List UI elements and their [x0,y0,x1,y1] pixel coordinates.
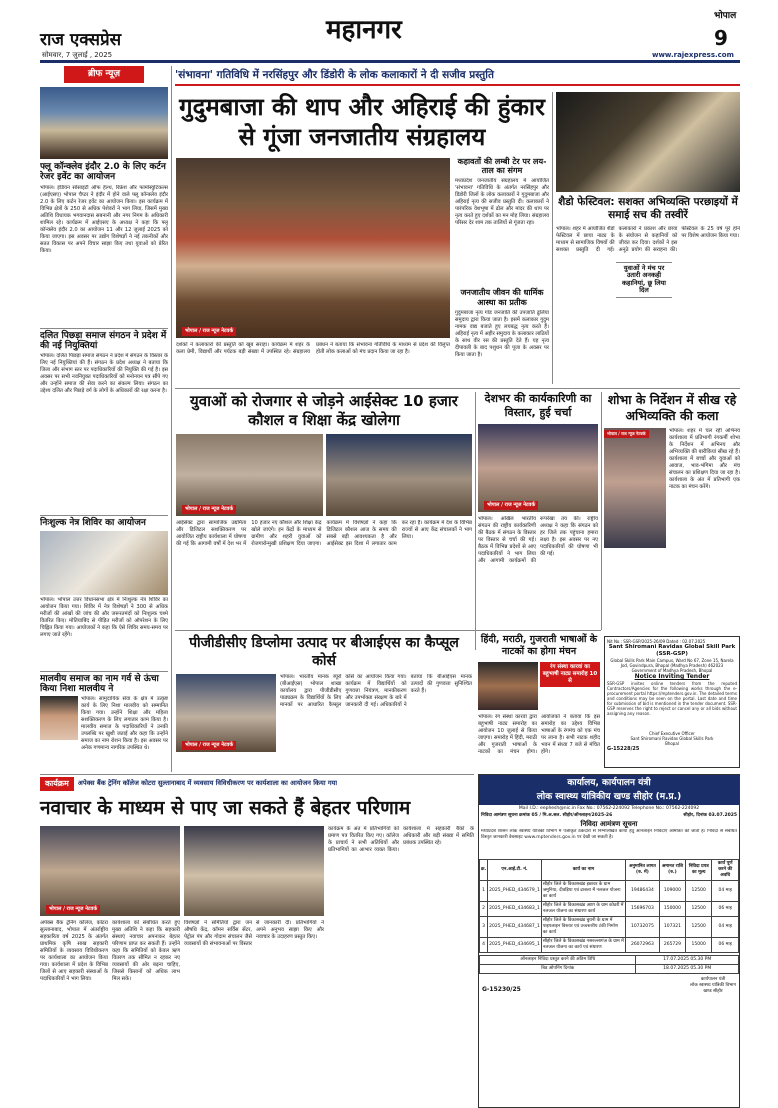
pgdca-body: भोपाल। भारतीय मानक ब्यूरो (बीआईएस) भोपाल शाखा कार्यालय द्वारा पीजीडीसीए पाठ्यक्रम के विद्यार्थियों के लिए मानकों पर आधारित कैप्सूल कोर्स का आयोजन किया गया। कार्यक्रम में विद्यार्थियों को गुणवत्ता नियंत्रण, मानकीकरण और उपभोक्ता संरक्षण के बारे में जानकारी दी गई। अधिकारियों ने बताया कि बीआईएस मानक उत्पादों की गुणवत्ता सुनिश्चित करते हैं। [280,674,472,708]
shobha-credit: भोपाल / राज न्यूज नेटवर्क [604,430,649,438]
tender2-ref: निविदा आमंत्रण सूचना क्रमांक 05 / मि.अ.सल. सीहोर/ऑनलाइन/2025-26 [481,813,613,818]
bottom-body-2: कार्यशाला को संबोधित करते हुए मुख्य अतिथि ने कहा कि सहकारी संस्थाएं नवाचार अपनाकर बेहतर परिणाम प्राप्त कर सकती हैं। उन्होंने कहा कि समितियों को केवल ऋण वितरण तक सीमित न रहकर नए व्यवसायों की ओर बढ़ना चाहिए, जिससे किसानों को अधिक लाभ मिल सके। [112,920,180,982]
lead-subhead-2: जनजातीय जीवन की धार्मिक आस्था का प्रतीक [460,288,544,307]
shadow-headline: शैडो फेस्टिवल: सशक्त अभिव्यक्ति परछाइयों में समाई सच की तस्वीरें [558,196,738,221]
karyakarini-photo [478,424,598,512]
aisect-photo-1 [176,434,323,516]
column-divider [171,66,172,772]
brief-label: ब्रीफ न्यूज़ [64,66,144,83]
table-cell: 12500 [686,880,712,901]
bottom-body-3: विशेषज्ञों ने समितियों द्वारा जन औषधि केंद्र, कॉमन सर्विस सेंटर, पेट्रोल पंप और गोदाम संचालन जैसे व्यवसायों की संभावनाओं पर विस्तार से जानकारी दी। प्रतिभागियों ने अपने अनुभव साझा किए और नवाचार के उदाहरण प्रस्तुत किए। [184,920,324,947]
tender2-deadline: 17.07.2025 05.30 PM [636,955,739,964]
brief-photo-1 [40,87,168,159]
tender1-body: SSR-GSP invites online tenders from the reputed Contractors/Agencies for the following works through the e-procurement portal https://mptenders.gov.in. The detailed terms and conditions may be seen on the portal. Last date and time for submission of bid is mentioned in the tender document. SSR-GSP reserves the right to reject or cancel any or all bids without assigning any reason. [607,681,737,716]
bottom-credit: भोपाल / राज न्यूज नेटवर्क [46,905,100,914]
bottom-photo-2 [184,826,324,916]
tender1-org: Sant Shiromani Ravidas Global Skill Park (SSR-GSP) [608,644,736,657]
lead-kicker [175,68,740,86]
tender2-col-0: क्र. [480,859,488,880]
city-label: भोपाल [714,11,737,21]
aisect-photo-2 [326,434,472,516]
shadow-photo [556,92,740,192]
table-cell: 26072963 [626,937,660,952]
table-cell: 15000 [686,937,712,952]
table-cell: 2025_PHED_434679_1 [488,880,542,901]
column-divider [475,392,476,650]
tender2-deadline-label: ऑनलाइन निविदा प्रस्तुत करने की अंतिम तिथि [480,955,636,964]
karyakarini-headline: देशभर की कार्यकारिणी का विस्तार, हुई चर्चा [484,392,592,419]
table-cell: 150000 [659,901,685,916]
brief-text-1: भोपाल। इंडियन सोसाइटी ऑफ हेल्थ, रिफ्रेश और फार्मास्युटिकल्स (आईएसए) भोपाल चैप्टर ने इंदौर में होने वाले फ्लू कॉन्क्लेव इंदौर 2.0 के लिए कर्टन रेजर इवेंट का आयोजन किया। इस कार्यक्रम में विभिन्न क्षेत्रों के 250 से अधिक पेशेवरों ने भाग लिया, जिसमें मुख्य अतिथि विधायक भगवानदास सबनानी और नगर निगम के अधिकारी शामिल रहे। कार्यक्रम में आईएसए के अध्यक्ष ने कहा कि फ्लू कॉन्क्लेव इंदौर 2.0 का आयोजन 11 और 12 जुलाई 2025 को किया जाएगा। इस अवसर पर उद्योग विशेषज्ञों ने नई तकनीकों और सतत विकास पर अपने विचार साझा किए तथा युवाओं को प्रेरित किया। [40,184,168,254]
aisect-credit: भोपाल / राज न्यूज नेटवर्क [182,505,236,514]
table-cell: सीहोर जिले के विकासखंड नसरुल्लागंज के ग्राम में नलजल योजना का कार्य एवं संधारण [541,937,625,952]
lead-body-3: दर्शकों ने कलाकारों की प्रस्तुति को खूब सराहा। कार्यक्रम में शहर के कला प्रेमी, विद्यार्थी और पर्यटक बड़ी संख्या में उपस्थित रहे। संग्रहालय प्रबंधन ने बताया कि संभावना गतिविधि के माध्यम से प्रदेश की विलुप्त होती लोक कलाओं को मंच प्रदान किया जा रहा है। [176,342,450,355]
brief-text-2: भोपाल। दलित पिछड़ा समाज संगठन ने प्रदेश में संगठन के विस्तार के लिए नई नियुक्तियां की हैं। संगठन के प्रदेश अध्यक्ष ने बताया कि जिला और संभाग स्तर पर पदाधिकारियों की नियुक्ति की गई है। इस अवसर पर सभी नवनियुक्त पदाधिकारियों को मनोनयन पत्र सौंपे गए और उन्होंने समाज की सेवा करने का संकल्प लिया। संगठन का उद्देश्य दलित और पिछड़े वर्ग के लोगों के अधिकारों की रक्षा करना है। [40,353,168,395]
shobha-photo [604,428,666,548]
bottom-headline: नवाचार के माध्यम से पाए जा सकते हैं बेहतर परिणाम [40,797,411,819]
tender2-col-1: एन.आई.टी. नं. [488,859,542,880]
brief-column [40,66,168,772]
table-cell: 3 [480,916,488,937]
table-cell: 4 [480,937,488,952]
tender2-opening-label: बिड ओपनिंग दिनांक [480,964,636,973]
brief-headline-1: फ्लू कॉन्क्लेव इंदौर 2.0 के लिए कर्टन रेजर इवेंट का आयोजन [40,162,166,183]
aisect-headline: युवाओं को रोजगार से जोड़ने आईसेक्ट 10 हजार कौशल व शिक्षा केंद्र खोलेगा [190,392,458,429]
pgdca-headline: पीजीडीसीए डिप्लोमा उत्पाद पर बीआईएस का कैप्सूल कोर्स [189,635,459,669]
lead-body-1: मध्यप्रदेश जनजातीय संग्रहालय में आयोजित 'संभावना' गतिविधि के अंतर्गत नरसिंहपुर और डिंडोरी जिलों के लोक कलाकारों ने गुदुमबाजा और अहिराई नृत्य की सजीव प्रस्तुति दी। कलाकारों ने पारंपरिक वेशभूषा में ढोल और मांदर की थाप पर नृत्य करते हुए दर्शकों का मन मोह लिया। संग्रहालय परिसर देर शाम तक तालियों से गूंजता रहा। [455,178,549,227]
shobha-body: भोपाल। शहर में चल रही अभिनय कार्यशाला में प्रतिभागी रंगकर्मी शोभा के निर्देशन में अभिनय और अभिव्यक्ति की बारीकियां सीख रहे हैं। कार्यशाला में बच्चों और युवाओं को आवाज, भाव-भंगिमा और मंच संचालन का प्रशिक्षण दिया जा रहा है। कार्यशाला के अंत में प्रतिभागी एक नाटक का मंचन करेंगे। [669,428,740,490]
table-cell: 12500 [686,916,712,937]
tender2-col-4: अमानत राशि (रु.) [659,859,685,880]
lead-photo-credit: भोपाल / राज न्यूज नेटवर्क [182,327,236,336]
lead-sub-1 [455,157,549,396]
row-divider [40,774,474,775]
tender2-col-5: निविदा प्रपत्र का मूल्य [686,859,712,880]
table-cell: 04 माह [712,880,739,901]
tender1-addr: Global Skills Park Main Campus, Ward No 67, Zone 15, Narela Jod, Govindpura, Bhopal (Madhya Pradesh) 462023 [610,658,734,668]
brief-photo-3 [40,531,168,595]
table-row [480,916,739,937]
row-divider [175,388,740,389]
table-row [480,880,739,901]
table-cell: 06 माह [712,937,739,952]
brief-photo-4 [40,696,78,740]
paper-name: राज एक्सप्रेस [40,30,122,50]
tender2-dates [479,955,739,974]
lead-kicker-text: 'संभावना' गतिविधि में नरसिंहपुर और डिंडोरी के लोक कलाकारों ने दी सजीव प्रस्तुति [175,69,494,81]
page-number: 9 [714,26,728,50]
tender1-govt: Government of Madhya Pradesh, Bhopal [631,668,713,673]
tender2-contact: Mail I.D.: eephesh@nic.in Fax No.: 07562-224092 Telephone No.: 07562-224092 [518,806,700,811]
tender2-code: G-15230/25 [482,985,521,993]
table-cell: 2025_PHED_434695_1 [488,937,542,952]
table-cell: सीहोर जिले के विकासखंड बुधनी के ग्राम में पाइपलाइन विस्तार एवं उच्चस्तरीय टंकी निर्माण का कार्य [541,916,625,937]
tender1-sign: Chief Executive Officer Sant Shiromani Ravidas Global Skills Park Bhopal [630,731,714,746]
tender2-title: निविदा आमंत्रण सूचना [580,819,638,828]
table-cell: सीहोर जिले के विकासखंड इछावर के ग्राम जमुनिया, दीवड़िया एवं ढाबला में नलजल योजना का कार्य [541,880,625,901]
bottom-label: कार्यक्रम [40,777,74,791]
tender2-header-row [480,859,739,880]
shadow-pullquote: युवाओं ने मंच पर उतारी अनकही कहानियां, छू लिया दिल [616,262,672,298]
brief-headline-4: मालवीय समाज का नाम गर्व से ऊंचा किया निशा मालवीय ने [40,671,168,695]
table-cell: 265729 [659,937,685,952]
table-cell: 2025_PHED_434687_1 [488,916,542,937]
bottom-kicker-bar [40,776,474,792]
table-cell: 2 [480,901,488,916]
karyakarini-credit: भोपाल / राज न्यूज नेटवर्क [484,501,538,510]
table-cell: 107321 [659,916,685,937]
tender1-title: Notice Inviting Tender [634,673,710,680]
tender2-col-2: कार्य का नाम [541,859,625,880]
table-cell: 04 माह [712,916,739,937]
natak-body: भोपाल। रंग संस्था कारवां द्वारा बहुभाषी नाट्य समारोह का आयोजन 10 जुलाई से किया जाएगा। समारोह में हिंदी, मराठी और गुजराती भाषाओं के नाटकों का मंचन होगा। आयोजकों ने बताया कि इस समारोह का उद्देश्य विभिन्न भाषाओं के रंगमंच को एक मंच पर लाना है। सभी नाटक शहीद भवन में संध्या 7 बजे से मंचित होंगे। [478,714,600,755]
issue-date: सोमवार, 7 जुलाई , 2025 [42,51,113,59]
website[interactable]: www.rajexpress.com [652,51,734,59]
table-cell: 10732075 [626,916,660,937]
brief-text-4: भोपाल। सामुदायिक सेवा के क्षेत्र में उत्कृष्ट कार्य के लिए निशा मालवीय को सम्मानित किया गया। उन्होंने शिक्षा और महिला सशक्तिकरण के लिए लगातार काम किया है। मालवीय समाज के पदाधिकारियों ने उनकी उपलब्धि पर खुशी जताई और कहा कि उन्होंने समाज का नाम रोशन किया है। इस अवसर पर अनेक गणमान्य नागरिक उपस्थित थे। [81,696,168,752]
table-cell: 12500 [686,901,712,916]
pgdca-photo [176,674,276,752]
lead-subhead-1: कहावतों की लम्बी टेर पर लय-ताल का संगम [457,157,547,176]
masthead-rule [40,60,740,63]
table-row [480,901,739,916]
tender2-sign: कार्यपालन यंत्री लोक स्वास्थ्य यांत्रिकी विभाग खण्ड सीहोर [690,976,736,994]
bottom-body-1: अपेक्स बैंक ट्रेनिंग कॉलेज, कोटरा सुल्तानाबाद, भोपाल में अंतर्राष्ट्रीय सहकारिता वर्ष 2025 के अंतर्गत प्राथमिक कृषि साख सहकारी समितियों के व्यवसाय विविधीकरण पर कार्यशाला का आयोजन किया गया। कार्यशाला में प्रदेश के विभिन्न जिलों से आए सहकारी संस्थाओं के पदाधिकारियों ने भाग लिया। [40,920,108,982]
tender2-opening: 18.07.2025 05.30 PM [636,964,739,973]
tender-phed [478,774,740,1108]
natak-badge: रंग संस्था कारवां का बहुभाषी नाट्य समारोह 10 से [540,662,600,687]
table-cell: 2025_PHED_434683_1 [488,901,542,916]
karyakarini-body: भोपाल। अखिल भारतीय संगठन की राष्ट्रीय कार्यकारिणी की बैठक में संगठन के विस्तार पर विस्तार से चर्चा की गई। बैठक में विभिन्न प्रदेशों से आए पदाधिकारियों ने भाग लिया और आगामी कार्यक्रमों की रूपरेखा तय की। राष्ट्रीय अध्यक्ष ने कहा कि संगठन को हर जिले तक पहुंचाना हमारा लक्ष्य है। इस अवसर पर नए पदाधिकारियों की घोषणा भी की गई। [478,516,598,564]
tender2-office: कार्यालय, कार्यपालन यंत्री [479,775,739,791]
bottom-kicker: अपेक्स बैंक ट्रेनिंग कॉलेज कोटरा सुल्तानाबाद में व्यवसाय विविधीकरण पर कार्यशाला का आयोजन किया गया [77,779,338,788]
natak-headline: हिंदी, मराठी, गुजराती भाषाओं के नाटकों का होगा मंचन [480,634,598,657]
bottom-body-4: कार्यक्रम के अंत में प्रतिभागियों को प्रमाण पत्र वितरित किए गए। कॉलेज के प्राचार्य ने सभी अतिथियों और प्रतिभागियों का आभार व्यक्त किया। कार्यशाला में सहकारी बैंकों के अधिकारी और बड़ी संख्या में समिति प्रबंधक उपस्थित रहे। [328,826,474,853]
brief-headline-2: दलित पिछड़ा समाज संगठन ने प्रदेश में की नई नियुक्तियां [40,328,168,352]
lead-headline: गुदुमबाजा की थाप और अहिराई की हुंकार से गूंजा जनजातीय संग्रहालय [179,92,545,151]
section-title: महानगर [326,15,402,45]
table-cell: 15696703 [626,901,660,916]
bottom-photo-1 [40,826,180,916]
tender2-table [479,859,739,953]
aisect-body: आईसेक्ट द्वारा सामाजिक उद्यमिता और डिजिटल सशक्तिकरण पर आयोजित राष्ट्रीय कार्यशाला में घोषणा की गई कि आगामी वर्षों में देश भर में 10 हजार नए कौशल और शिक्षा केंद्र खोले जाएंगे। इन केंद्रों के माध्यम से ग्रामीण और शहरी युवाओं को रोजगारोन्मुखी प्रशिक्षण दिया जाएगा। कार्यक्रम में विशेषज्ञों ने कहा कि डिजिटल कौशल आज के समय की सबसे बड़ी आवश्यकता है और आईसेक्ट इस दिशा में लगातार काम कर रहा है। कार्यक्रम में देश के विभिन्न राज्यों से आए केंद्र संचालकों ने भाग लिया। [176,520,472,547]
lead-photo [176,158,450,338]
shobha-headline: शोभा के निर्देशन में सीख रहे अभिव्यक्ति की कला [607,392,737,423]
lead-body-2: गुदुमबाजा नृत्य गोंड जनजाति की उपजाति ढुलिया समुदाय द्वारा किया जाता है। इसमें कलाकार गुदुम नामक वाद्य बजाते हुए लयबद्ध नृत्य करते हैं। अहिराई नृत्य में अहीर समुदाय के कलाकार लाठियों के साथ वीर रस की प्रस्तुति देते हैं। यह नृत्य दीपावली के बाद पशुधन की पूजा के अवसर पर किया जाता है। [455,309,549,358]
tender-ssr-gsp-notice [604,636,740,768]
shadow-body: भोपाल। शहर में आयोजित शैडो फेस्टिवल में छाया नाट्य के माध्यम से सामाजिक विषयों की सशक्त प्रस्तुति दी गई। कलाकारों ने प्रकाश और छाया के संयोजन से कहानियों को जीवंत कर दिया। दर्शकों ने इस अनूठे प्रयोग की सराहना की। फेस्टिवल के 25 वर्ष पूरे होने पर विशेष आयोजन किया गया। [556,226,740,253]
row-divider [175,630,601,631]
tender1-ref: Nit No.: SSR-GSP/2025-26/09 Dated : 02.07.2025 [607,639,706,644]
table-cell: 06 माह [712,901,739,916]
tender2-intro: मध्यप्रदेश शासन लोक स्वास्थ्य यांत्रिकी विभाग में पंजीकृत ठेकेदारों से निम्नलिखित कार्यों हेतु ऑनलाइन निविदाएं आमंत्रित की जाती हैं। निविदा से संबंधित विस्तृत जानकारी वेबसाइट www.mptenders.gov.in पर देखी जा सकती है। [481,828,737,840]
masthead [0,0,778,60]
table-cell: 1 [480,880,488,901]
table-cell: सीहोर जिले के विकासखंड आष्टा के ग्राम कोठरी में नलजल योजना का संधारण कार्य [541,901,625,916]
brief-headline-3: निःशुल्क नेत्र शिविर का आयोजन [40,515,168,528]
tender1-code: G-15228/25 [607,746,640,752]
column-divider [552,92,553,384]
brief-text-3: भोपाल। भोपाल उत्तर विधानसभा क्षेत्र में निःशुल्क नेत्र शिविर का आयोजन किया गया। शिविर में नेत्र विशेषज्ञों ने 300 से अधिक मरीजों की आंखों की जांच की और जरूरतमंदों को निःशुल्क चश्मे वितरित किए। मोतियाबिंद से पीड़ित मरीजों को ऑपरेशन के लिए चिह्नित किया गया। आयोजकों ने कहा कि ऐसे शिविर समय-समय पर लगाए जाते रहेंगे। [40,596,168,638]
tender2-col-6: कार्य पूर्ण करने की अवधि [712,859,739,880]
table-row [480,937,739,952]
tender2-col-3: अनुमानित लागत (रु. में) [626,859,660,880]
tender2-dept: लोक स्वास्थ्य यांत्रिकीय खण्ड सीहोर (म.प्र.) [479,791,739,805]
pgdca-credit: भोपाल / राज न्यूज नेटवर्क [182,741,236,750]
column-divider [601,392,602,630]
table-cell: 19486434 [626,880,660,901]
tender2-date: सीहोर, दिनांक 03.07.2025 [683,813,737,818]
natak-photo [478,662,538,710]
table-cell: 109000 [659,880,685,901]
